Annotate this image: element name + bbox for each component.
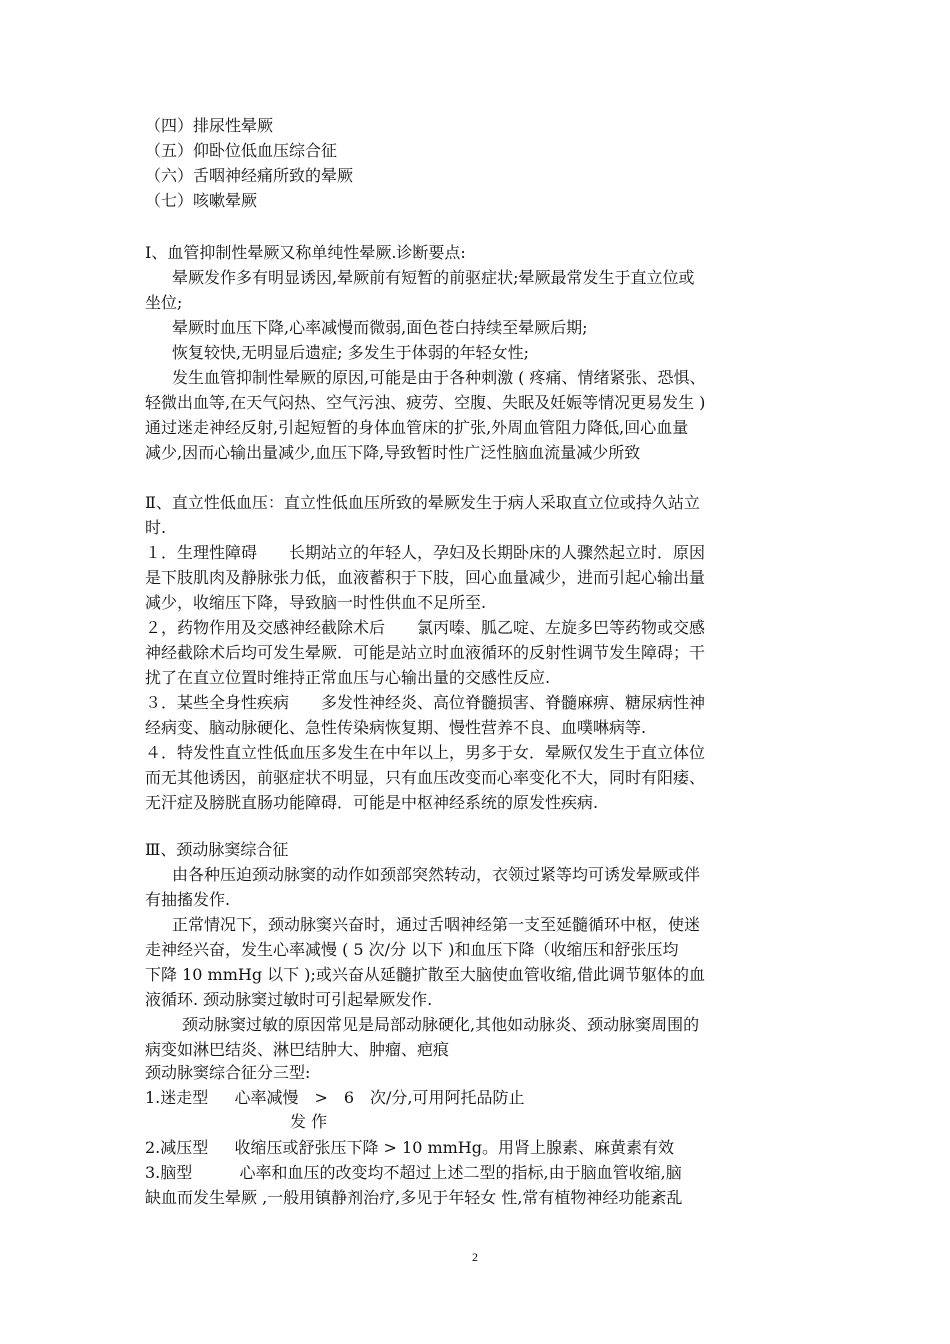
- paragraph-line: 坐位;: [145, 293, 183, 312]
- paragraph-line: 走神经兴奋，发生心率减慢 ( 5 次/分 以下 )和血压下降（收缩压和舒张压均: [145, 940, 679, 959]
- paragraph-line: 正常情况下，颈动脉窦兴奋时，通过舌咽神经第一支至延髓循环中枢，使迷: [172, 915, 701, 934]
- paragraph-line: 无汗症及膀胱直肠功能障碍．可能是中枢神经系统的原发性疾病.: [145, 793, 599, 812]
- paragraph-line: 有抽搐发作.: [145, 890, 231, 909]
- paragraph-line: ４．特发性直立性低血压多发生在中年以上，男多于女．晕厥仅发生于直立体位: [145, 743, 706, 762]
- paragraph-line: 轻微出血等,在天气闷热、空气污浊、疲劳、空腹、失眠及妊娠等情况更易发生 ): [145, 393, 706, 412]
- paragraph-line: 下降 10 mmHg 以下 );或兴奋从延髓扩散至大脑使血管收缩,借此调节躯体的血: [145, 965, 705, 984]
- section-list-item: （五）仰卧位低血压综合征: [145, 141, 338, 160]
- paragraph-line: 神经截除术后均可发生晕厥．可能是站立时血液循环的反射性调节发生障碍；干: [145, 643, 706, 662]
- paragraph-line: 颈动脉窦过敏的原因常见是局部动脉硬化,其他如动脉炎、颈动脉窦周围的: [182, 1015, 700, 1034]
- type-item: 1.迷走型 心率减慢 > 6 次/分,可用阿托品防止: [145, 1088, 525, 1107]
- paragraph-line: ２，药物作用及交感神经截除术后 氯丙嗪、胍乙啶、左旋多巴等药物或交感: [145, 618, 706, 637]
- paragraph-line: 而无其他诱因，前驱症状不明显，只有血压改变而心率变化不大，同时有阳痿、: [145, 768, 706, 787]
- paragraph-line: 经病变、脑动脉硬化、急性传染病恢复期、慢性营养不良、血噗啉病等.: [145, 718, 647, 737]
- type-item: 3.脑型 心率和血压的改变均不超过上述二型的指标,由于脑血管收缩,脑: [145, 1163, 682, 1182]
- paragraph-line: 发生血管抑制性晕厥的原因,可能是由于各种刺激 ( 疼痛、情绪紧张、恐惧、: [172, 368, 706, 387]
- paragraph-line: 病变如淋巴结炎、淋巴结肿大、肿瘤、疤痕: [145, 1040, 450, 1059]
- paragraph-line: 晕厥时血压下降,心率减慢而微弱,面色苍白持续至晕厥后期;: [172, 318, 588, 337]
- type-item: 缺血而发生晕厥 ,一般用镇静剂治疗,多见于年轻女 性,常有植物神经功能紊乱: [145, 1188, 683, 1207]
- paragraph-line: 减少,因而心输出量减少,血压下降,导致暂时性广泛性脑血流量减少所致: [145, 443, 641, 462]
- section-list-item: （七）咳嗽晕厥: [145, 191, 258, 210]
- paragraph-line: 液循环. 颈动脉窦过敏时可引起晕厥发作.: [145, 990, 433, 1009]
- section-list-item: （六）舌咽神经痛所致的晕厥: [145, 166, 354, 185]
- page-number: 2: [472, 1250, 478, 1264]
- paragraph-line: 恢复较快,无明显后遗症; 多发生于体弱的年轻女性;: [172, 343, 529, 362]
- paragraph-line: 是下肢肌肉及静脉张力低，血液蓄积于下肢，回心血量减少，进而引起心输出量: [145, 568, 706, 587]
- type-item-continuation: 发 作: [290, 1112, 328, 1131]
- type-item: 2.减压型 收缩压或舒张压下降 > 10 mmHg。用肾上腺素、麻黄素有效: [145, 1138, 675, 1157]
- paragraph-line: 减少，收缩压下降，导致脑一时性供血不足所至.: [145, 593, 487, 612]
- section-heading: Ⅲ、颈动脉窦综合征: [145, 840, 289, 859]
- paragraph-line: 由各种压迫颈动脉窦的动作如颈部突然转动，衣领过紧等均可诱发晕厥或伴: [172, 865, 701, 884]
- paragraph-line: 晕厥发作多有明显诱因,晕厥前有短暂的前驱症状;晕厥最常发生于直立位或: [172, 268, 695, 287]
- paragraph-line: １．生理性障碍 长期站立的年轻人，孕妇及长期卧床的人骤然起立时．原因: [145, 543, 706, 562]
- section-heading: 时.: [145, 518, 167, 537]
- paragraph-line: 通过迷走神经反射,引起短暂的身体血管床的扩张,外周血管阻力降低,回心血量: [145, 418, 689, 437]
- section-list-item: （四）排尿性晕厥: [145, 116, 274, 135]
- paragraph-line: 颈动脉窦综合征分三型:: [145, 1063, 311, 1082]
- section-heading: Ⅱ、直立性低血压：直立性低血压所致的晕厥发生于病人采取直立位或持久站立: [145, 493, 700, 512]
- paragraph-line: ３．某些全身性疾病 多发性神经炎、高位脊髓损害、脊髓麻痹、糖尿病性神: [145, 693, 706, 712]
- section-heading: Ⅰ、血管抑制性晕厥又称单纯性晕厥.诊断要点:: [145, 243, 466, 262]
- paragraph-line: 扰了在直立位置时维持正常血压与心输出量的交感性反应.: [145, 668, 551, 687]
